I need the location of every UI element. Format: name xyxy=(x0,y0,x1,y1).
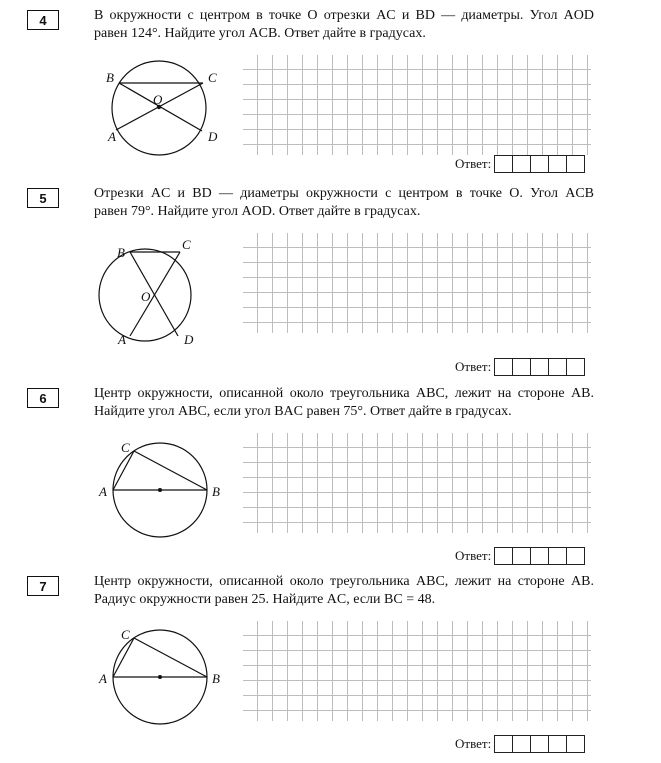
answer-label: Ответ: xyxy=(455,156,492,171)
label-c: C xyxy=(121,440,130,455)
problem-text xyxy=(94,7,594,43)
answer-field xyxy=(455,547,585,565)
label-b: B xyxy=(212,484,220,499)
problem-text-line-1: Центр окружности, описанной около треугольника ABC, лежит на стороне AB. xyxy=(94,574,594,589)
problem-text xyxy=(94,573,594,609)
answer-boxes[interactable] xyxy=(494,547,585,565)
problem-text-line-2: равен 124°. Найдите угол ACB. Ответ дайте в градусах. xyxy=(94,26,426,41)
problem-text-line-2: равен 79°. Найдите угол AOD. Ответ дайте в градусах. xyxy=(94,204,421,219)
figure-circle-diameters xyxy=(90,237,235,368)
label-d: D xyxy=(208,129,218,144)
label-c: C xyxy=(121,627,130,642)
problem-number: 7 xyxy=(27,576,59,596)
label-b: B xyxy=(212,671,220,686)
center-point xyxy=(158,488,162,492)
answer-label: Ответ: xyxy=(455,548,492,563)
label-a: A xyxy=(99,671,107,686)
problem-text xyxy=(94,385,594,421)
geometry-figure xyxy=(90,625,235,750)
problem-text-line-2: Радиус окружности равен 25. Найдите AC, если BC = 48. xyxy=(94,592,436,607)
side-ac xyxy=(113,451,134,490)
label-b: B xyxy=(106,70,114,85)
problem-number: 5 xyxy=(27,188,59,208)
problem-text-line-1: Центр окружности, описанной около треугольника ABC, лежит на стороне AB. xyxy=(94,386,594,401)
side-cb xyxy=(134,451,207,490)
answer-boxes[interactable] xyxy=(494,155,585,173)
label-a: A xyxy=(99,484,107,499)
center-point xyxy=(158,675,162,679)
label-o: O xyxy=(141,289,151,304)
problem-number: 4 xyxy=(27,10,59,30)
label-a: A xyxy=(108,129,116,144)
label-c: C xyxy=(208,70,217,85)
work-grid[interactable] xyxy=(243,621,591,721)
geometry-figure xyxy=(90,438,235,563)
answer-label: Ответ: xyxy=(455,359,492,374)
side-ac xyxy=(113,638,134,677)
figure-circle-diameters xyxy=(90,63,235,188)
answer-field xyxy=(455,735,585,753)
label-b: B xyxy=(117,245,125,260)
answer-label: Ответ: xyxy=(455,736,492,751)
answer-boxes[interactable] xyxy=(494,735,585,753)
problem-text-line-2: Найдите угол ABC, если угол BAC равен 75°. Ответ дайте в градусах. xyxy=(94,404,512,419)
label-o: O xyxy=(153,92,163,107)
problem-text-line-1: Отрезки AC и BD — диаметры окружности с центром в точке O. Угол ACB xyxy=(94,186,594,201)
problem-text-line-1: В окружности с центром в точке O отрезки AC и BD — диаметры. Угол AOD xyxy=(94,8,594,23)
label-c: C xyxy=(182,237,191,252)
answer-boxes[interactable] xyxy=(494,358,585,376)
problem-number: 6 xyxy=(27,388,59,408)
work-grid[interactable] xyxy=(243,433,591,533)
answer-field xyxy=(455,155,585,173)
work-grid[interactable] xyxy=(243,55,591,155)
figure-inscribed-triangle xyxy=(90,625,235,750)
label-a: A xyxy=(118,332,126,347)
answer-field xyxy=(455,358,585,376)
side-cb xyxy=(134,638,207,677)
geometry-figure xyxy=(90,237,235,368)
label-d: D xyxy=(184,332,194,347)
geometry-figure xyxy=(90,63,235,188)
work-grid[interactable] xyxy=(243,233,591,333)
problem-text xyxy=(94,185,594,221)
figure-inscribed-triangle xyxy=(90,438,235,563)
